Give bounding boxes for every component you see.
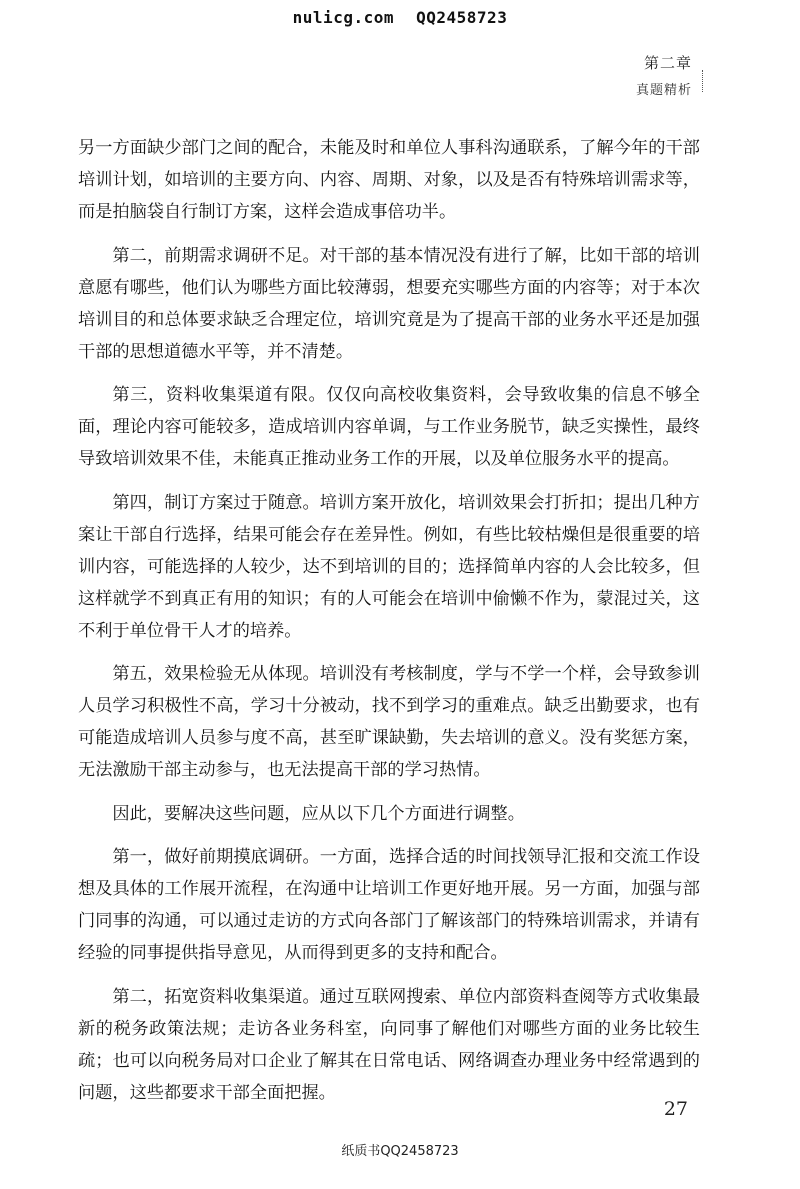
top-watermark [0, 8, 800, 27]
margin-mark [702, 70, 706, 92]
paragraph: 第三，资料收集渠道有限。仅仅向高校收集资料，会导致收集的信息不够全面，理论内容可能较多，造成培训内容单调，与工作业务脱节，缺乏实操性，最终导致培训效果不佳，未能真正推动业务工作的开展，以及单位服务水平的提高。 [78, 385, 700, 469]
paragraph: 第四，制订方案过于随意。培训方案开放化，培训效果会打折扣；提出几种方案让干部自行选择，结果可能会存在差异性。例如，有些比较枯燥但是很重要的培训内容，可能选择的人较少，达不到培训的目的；选择简单内容的人会比较多，但这样就学不到真正有用的知识；有的人可能会在培训中偷懒不作为，蒙混过关，这不利于单位骨干人才的培养。 [78, 492, 700, 641]
section-label: 真题精析 [635, 83, 692, 98]
paragraph: 第一，做好前期摸底调研。一方面，选择合适的时间找领导汇报和交流工作设想及具体的工作展开流程，在沟通中让培训工作更好地开展。另一方面，加强与部门同事的沟通，可以通过走访的方式向各部门了解该部门的特殊培训需求，并请有经验的同事提供指导意见，从而得到更多的支持和配合。 [78, 847, 700, 963]
paragraph: 另一方面缺少部门之间的配合，未能及时和单位人事科沟通联系，了解今年的干部培训计划，如培训的主要方向、内容、周期、对象，以及是否有特殊培训需求等，而是拍脑袋自行制订方案，这样会造成事倍功半。 [78, 138, 700, 222]
watermark-site: nulicg.com [292, 8, 394, 27]
bottom-watermark: 纸质书QQ2458723 [341, 1144, 459, 1159]
page-number: 27 [663, 1098, 688, 1120]
chapter-label: 第二章 [643, 54, 692, 72]
paragraph: 第二，拓宽资料收集渠道。通过互联网搜索、单位内部资料查阅等方式收集最新的税务政策法规；走访各业务科室，向同事了解他们对哪些方面的业务比较生疏；也可以向税务局对口企业了解其在日常电话、网络调查办理业务中经常遇到的问题，这些都要求干部全面把握。 [78, 986, 700, 1103]
paragraph: 因此，要解决这些问题，应从以下几个方面进行调整。 [112, 803, 525, 824]
body-text [78, 132, 700, 1120]
running-head [636, 52, 692, 98]
watermark-qq: QQ2458723 [416, 8, 508, 27]
paragraph: 第五，效果检验无从体现。培训没有考核制度，学与不学一个样，会导致参训人员学习积极性不高，学习十分被动，找不到学习的重难点。缺乏出勤要求，也有可能造成培训人员参与度不高，甚至旷课缺勤，失去培训的意义。没有奖惩方案，无法激励干部主动参与，也无法提高干部的学习热情。 [78, 664, 700, 780]
paragraph: 第二，前期需求调研不足。对干部的基本情况没有进行了解，比如干部的培训意愿有哪些，他们认为哪些方面比较薄弱，想要充实哪些方面的内容等；对于本次培训目的和总体要求缺乏合理定位，培训究竟是为了提高干部的业务水平还是加强干部的思想道德水平等，并不清楚。 [78, 245, 700, 362]
